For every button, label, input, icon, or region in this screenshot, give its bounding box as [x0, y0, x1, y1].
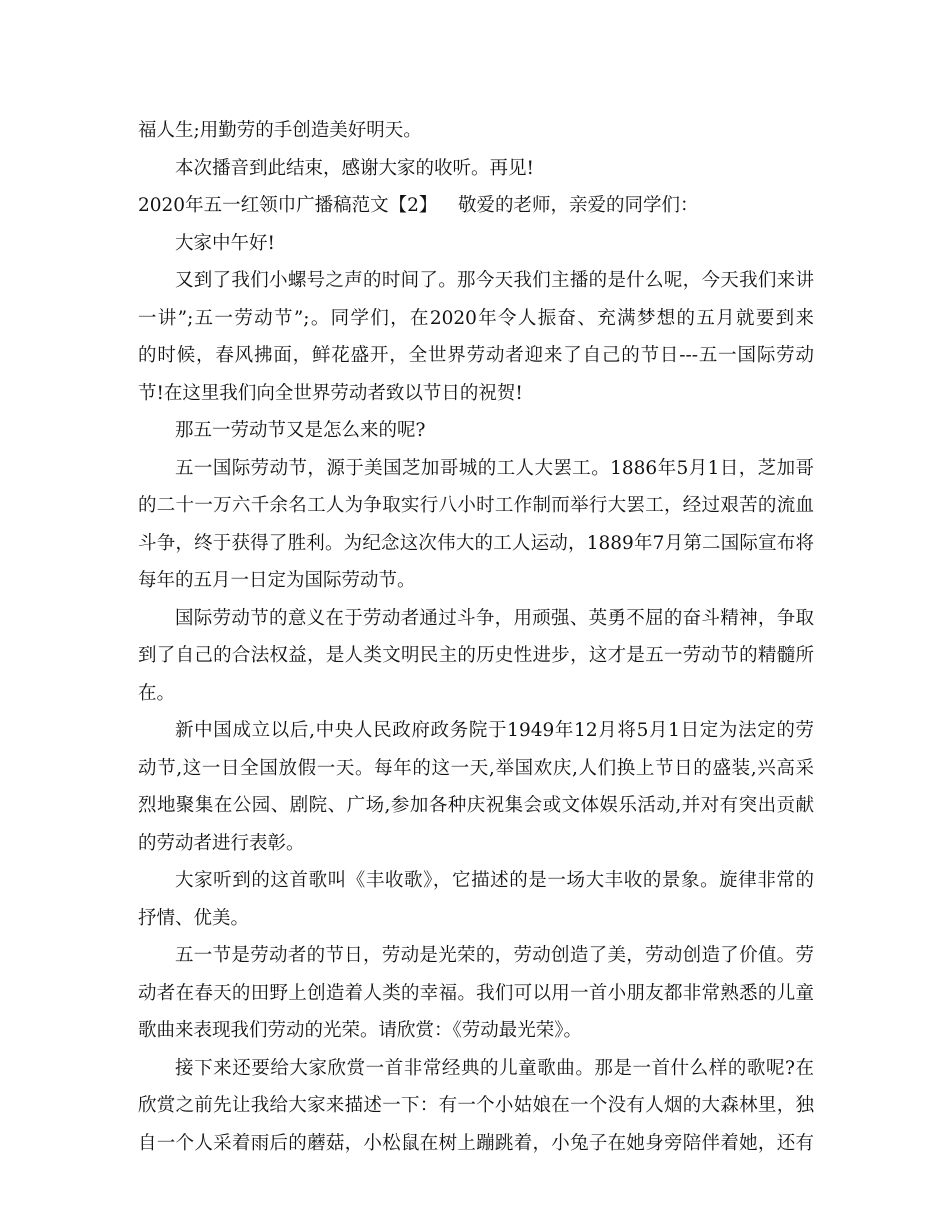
paragraph-line: 的劳动者进行表彰。	[138, 832, 305, 854]
paragraph-line: 烈地聚集在公园、剧院、广场,参加各种庆祝集会或文体娱乐活动,并对有突出贡献	[138, 795, 814, 816]
paragraph-line: 抒情、优美。	[138, 907, 250, 929]
paragraph-line: 五一节是劳动者的节日，劳动是光荣的，劳动创造了美，劳动创造了价值。劳	[175, 945, 814, 966]
paragraph-line: 大家听到的这首歌叫《丰收歌》，它描述的是一场大丰收的景象。旋律非常的	[175, 870, 814, 891]
paragraph-line: 五一国际劳动节，源于美国芝加哥城的工人大罢工。1886年5月1日，芝加哥	[175, 457, 814, 479]
heading-greeting: 敬爱的老师，亲爱的同学们：	[458, 195, 699, 216]
paragraph-line: 一讲”;五一劳动节”;。同学们，在2020年令人振奋、充满梦想的五月就要到来	[138, 307, 814, 329]
heading-title: 2020年五一红领巾广播稿范文【2】	[138, 195, 438, 216]
paragraph-line: 福人生;用勤劳的手创造美好明天。	[138, 120, 422, 141]
paragraph-line: 节!在这里我们向全世界劳动者致以节日的祝贺!	[138, 382, 523, 404]
paragraph-line: 每年的五月一日定为国际劳动节。	[138, 570, 416, 591]
paragraph-line: 国际劳动节的意义在于劳动者通过斗争，用顽强、英勇不屈的奋斗精神，争取	[175, 607, 814, 629]
paragraph-line: 欣赏之前先让我给大家来描述一下：有一个小姑娘在一个没有人烟的大森林里，独	[138, 1095, 814, 1116]
paragraph-line: 动者在春天的田野上创造着人类的幸福。我们可以用一首小朋友都非常熟悉的儿童	[138, 982, 814, 1004]
paragraph-line: 到了自己的合法权益，是人类文明民主的历史性进步，这才是五一劳动节的精髓所	[138, 645, 814, 666]
paragraph-line: 自一个人采着雨后的蘑菇，小松鼠在树上蹦跳着，小兔子在她身旁陪伴着她，还有	[138, 1132, 814, 1154]
paragraph-line: 接下来还要给大家欣赏一首非常经典的儿童歌曲。那是一首什么样的歌呢?在	[175, 1057, 814, 1079]
paragraph-line: 在。	[138, 682, 176, 704]
paragraph-line: 动节,这一日全国放假一天。每年的这一天,举国欢庆,人们换上节日的盛装,兴高采	[138, 757, 814, 779]
paragraph-line: 新中国成立以后,中央人民政府政务院于1949年12月将5月1日定为法定的劳	[175, 720, 814, 741]
document-body	[138, 112, 814, 1162]
paragraph-line: 大家中午好!	[175, 232, 275, 254]
paragraph-line: 的二十一万六千余名工人为争取实行八小时工作制而举行大罢工，经过艰苦的流血	[138, 495, 814, 516]
paragraph-line: 斗争，终于获得了胜利。为纪念这次伟大的工人运动，1889年7月第二国际宣布将	[138, 532, 814, 554]
section-heading	[138, 187, 814, 225]
paragraph-line: 那五一劳动节又是怎么来的呢?	[175, 420, 426, 441]
paragraph-line: 又到了我们小螺号之声的时间了。那今天我们主播的是什么呢，今天我们来讲	[175, 270, 814, 291]
paragraph-line: 本次播音到此结束，感谢大家的收听。再见!	[175, 157, 534, 179]
paragraph-line: 歌曲来表现我们劳动的光荣。请欣赏：《劳动最光荣》。	[138, 1020, 583, 1041]
paragraph-line: 的时候，春风拂面，鲜花盛开，全世界劳动者迎来了自己的节日---五一国际劳动	[138, 345, 814, 366]
